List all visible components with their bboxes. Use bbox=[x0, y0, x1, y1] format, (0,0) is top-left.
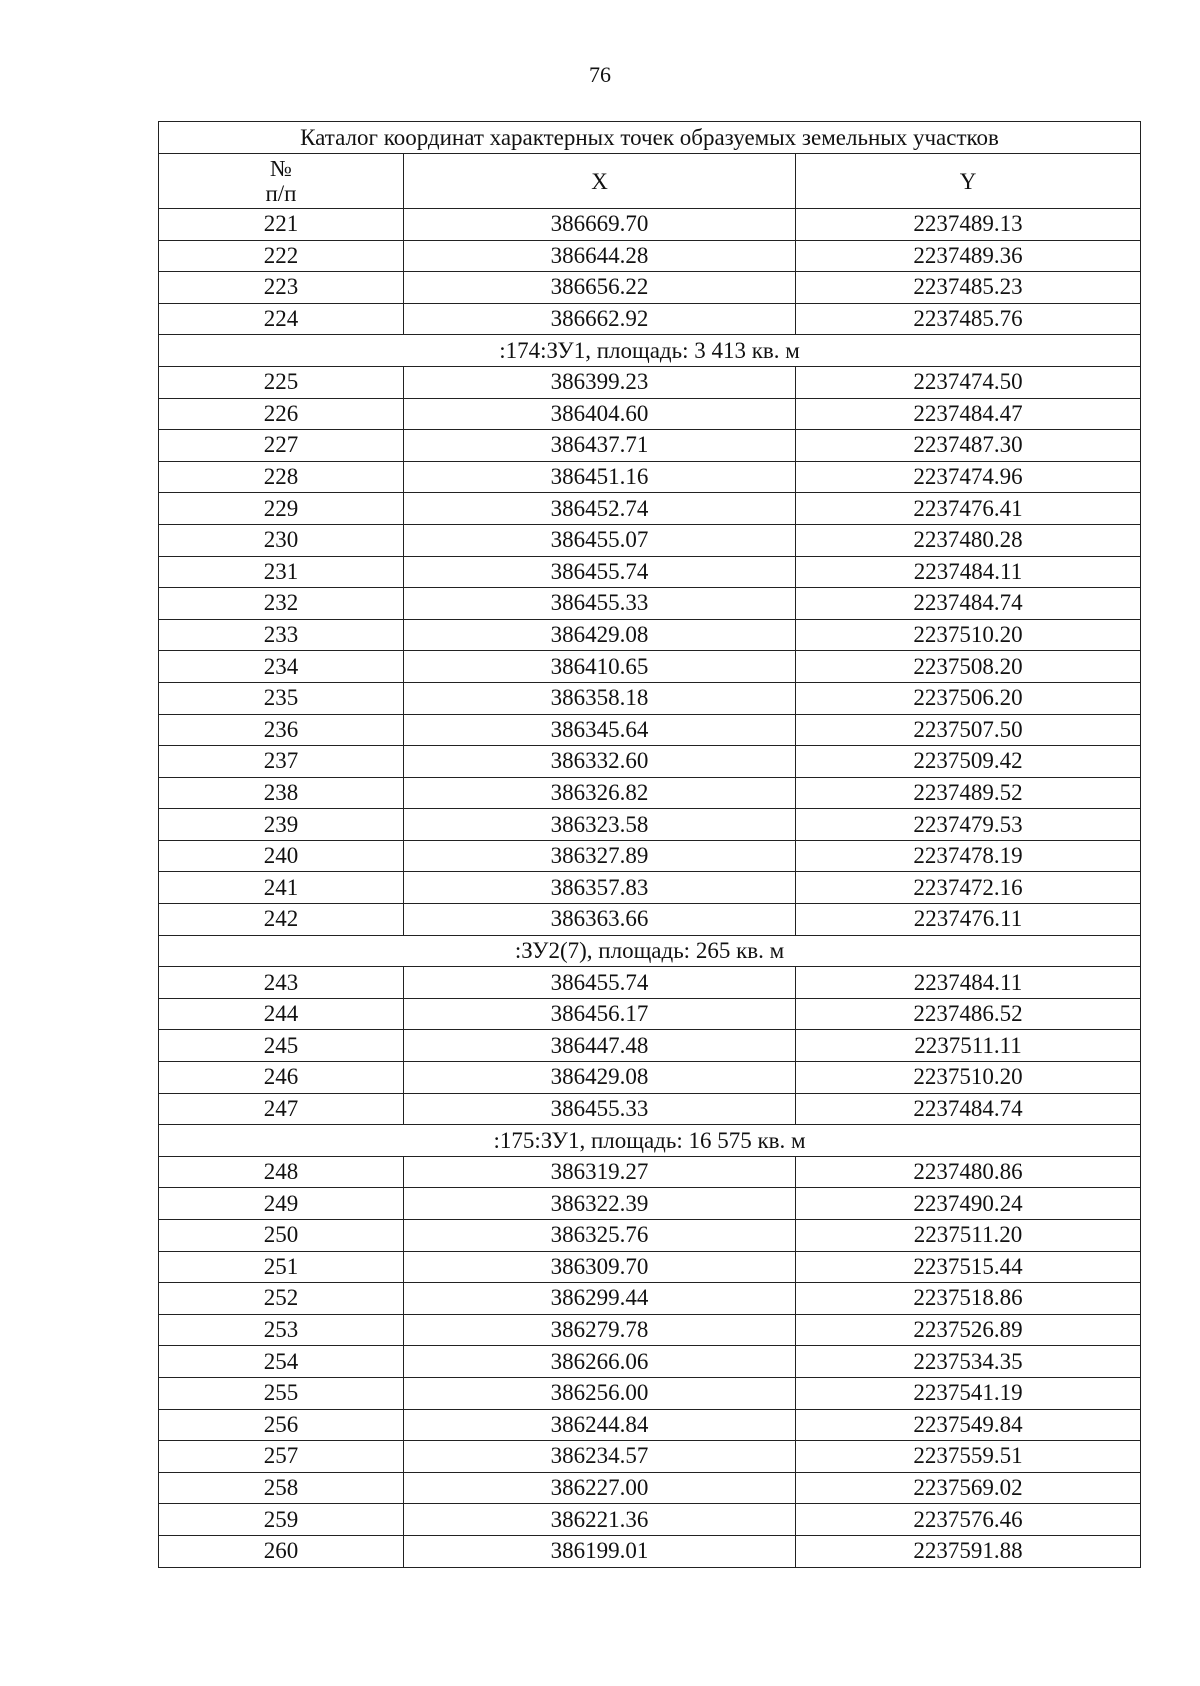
y-coordinate-cell: 2237526.89 bbox=[796, 1314, 1141, 1346]
point-number-cell: 251 bbox=[159, 1251, 404, 1283]
y-coordinate-cell: 2237511.11 bbox=[796, 1030, 1141, 1062]
point-number-cell: 243 bbox=[159, 967, 404, 999]
section-header-row bbox=[159, 1125, 1141, 1157]
table-row bbox=[159, 840, 1141, 872]
table-row bbox=[159, 1314, 1141, 1346]
x-coordinate-cell: 386455.74 bbox=[404, 556, 796, 588]
table-header-row bbox=[159, 154, 1141, 209]
y-coordinate-cell: 2237484.11 bbox=[796, 556, 1141, 588]
point-number-cell: 259 bbox=[159, 1504, 404, 1536]
coordinate-catalog-table bbox=[158, 121, 1141, 1568]
point-number-cell: 242 bbox=[159, 904, 404, 936]
x-coordinate-cell: 386256.00 bbox=[404, 1377, 796, 1409]
section-header-row bbox=[159, 935, 1141, 967]
section-label: :ЗУ2(7), площадь: 265 кв. м bbox=[159, 935, 1141, 967]
x-coordinate-cell: 386399.23 bbox=[404, 366, 796, 398]
table-row bbox=[159, 461, 1141, 493]
point-number-cell: 222 bbox=[159, 240, 404, 272]
header-num bbox=[159, 154, 404, 209]
table-row bbox=[159, 1188, 1141, 1220]
table-row bbox=[159, 651, 1141, 683]
section-label: :174:ЗУ1, площадь: 3 413 кв. м bbox=[159, 335, 1141, 367]
point-number-cell: 253 bbox=[159, 1314, 404, 1346]
page-number: 76 bbox=[589, 62, 611, 87]
y-coordinate-cell: 2237489.36 bbox=[796, 240, 1141, 272]
table-row bbox=[159, 209, 1141, 241]
point-number-cell: 252 bbox=[159, 1283, 404, 1315]
x-coordinate-cell: 386234.57 bbox=[404, 1441, 796, 1473]
y-coordinate-cell: 2237490.24 bbox=[796, 1188, 1141, 1220]
point-number-cell: 257 bbox=[159, 1441, 404, 1473]
table-row bbox=[159, 272, 1141, 304]
y-coordinate-cell: 2237510.20 bbox=[796, 1062, 1141, 1094]
y-coordinate-cell: 2237485.76 bbox=[796, 303, 1141, 335]
table-row bbox=[159, 1030, 1141, 1062]
y-coordinate-cell: 2237559.51 bbox=[796, 1441, 1141, 1473]
y-coordinate-cell: 2237506.20 bbox=[796, 682, 1141, 714]
table-row bbox=[159, 366, 1141, 398]
x-coordinate-cell: 386266.06 bbox=[404, 1346, 796, 1378]
point-number-cell: 228 bbox=[159, 461, 404, 493]
table-row bbox=[159, 809, 1141, 841]
table-row bbox=[159, 430, 1141, 462]
header-num-symbol: № bbox=[270, 156, 292, 181]
x-coordinate-cell: 386656.22 bbox=[404, 272, 796, 304]
y-coordinate-cell: 2237476.41 bbox=[796, 493, 1141, 525]
x-coordinate-cell: 386437.71 bbox=[404, 430, 796, 462]
table-row bbox=[159, 524, 1141, 556]
point-number-cell: 244 bbox=[159, 998, 404, 1030]
point-number-cell: 256 bbox=[159, 1409, 404, 1441]
x-coordinate-cell: 386455.74 bbox=[404, 967, 796, 999]
y-coordinate-cell: 2237484.11 bbox=[796, 967, 1141, 999]
y-coordinate-cell: 2237484.47 bbox=[796, 398, 1141, 430]
point-number-cell: 231 bbox=[159, 556, 404, 588]
y-coordinate-cell: 2237485.23 bbox=[796, 272, 1141, 304]
y-coordinate-cell: 2237549.84 bbox=[796, 1409, 1141, 1441]
point-number-cell: 254 bbox=[159, 1346, 404, 1378]
x-coordinate-cell: 386323.58 bbox=[404, 809, 796, 841]
x-coordinate-cell: 386358.18 bbox=[404, 682, 796, 714]
point-number-cell: 230 bbox=[159, 524, 404, 556]
table-row bbox=[159, 493, 1141, 525]
point-number-cell: 260 bbox=[159, 1535, 404, 1567]
x-coordinate-cell: 386669.70 bbox=[404, 209, 796, 241]
x-coordinate-cell: 386456.17 bbox=[404, 998, 796, 1030]
table-row bbox=[159, 746, 1141, 778]
point-number-cell: 249 bbox=[159, 1188, 404, 1220]
table-row bbox=[159, 1093, 1141, 1125]
y-coordinate-cell: 2237486.52 bbox=[796, 998, 1141, 1030]
x-coordinate-cell: 386309.70 bbox=[404, 1251, 796, 1283]
table-row bbox=[159, 967, 1141, 999]
x-coordinate-cell: 386662.92 bbox=[404, 303, 796, 335]
point-number-cell: 255 bbox=[159, 1377, 404, 1409]
x-coordinate-cell: 386326.82 bbox=[404, 777, 796, 809]
table-body bbox=[159, 122, 1141, 1568]
table-row bbox=[159, 682, 1141, 714]
table-row bbox=[159, 1346, 1141, 1378]
table-row bbox=[159, 556, 1141, 588]
point-number-cell: 246 bbox=[159, 1062, 404, 1094]
y-coordinate-cell: 2237509.42 bbox=[796, 746, 1141, 778]
x-coordinate-cell: 386244.84 bbox=[404, 1409, 796, 1441]
y-coordinate-cell: 2237479.53 bbox=[796, 809, 1141, 841]
x-coordinate-cell: 386299.44 bbox=[404, 1283, 796, 1315]
point-number-cell: 247 bbox=[159, 1093, 404, 1125]
table-row bbox=[159, 1283, 1141, 1315]
header-num-abbrev: п/п bbox=[265, 181, 297, 206]
x-coordinate-cell: 386325.76 bbox=[404, 1220, 796, 1252]
table-row bbox=[159, 904, 1141, 936]
table-row bbox=[159, 1251, 1141, 1283]
y-coordinate-cell: 2237487.30 bbox=[796, 430, 1141, 462]
header-x: X bbox=[404, 154, 796, 209]
table-row bbox=[159, 240, 1141, 272]
point-number-cell: 232 bbox=[159, 588, 404, 620]
y-coordinate-cell: 2237541.19 bbox=[796, 1377, 1141, 1409]
y-coordinate-cell: 2237534.35 bbox=[796, 1346, 1141, 1378]
x-coordinate-cell: 386429.08 bbox=[404, 619, 796, 651]
table-row bbox=[159, 1377, 1141, 1409]
table-row bbox=[159, 303, 1141, 335]
y-coordinate-cell: 2237576.46 bbox=[796, 1504, 1141, 1536]
table-row bbox=[159, 1062, 1141, 1094]
table-row bbox=[159, 1441, 1141, 1473]
point-number-cell: 248 bbox=[159, 1156, 404, 1188]
point-number-cell: 224 bbox=[159, 303, 404, 335]
table-title: Каталог координат характерных точек образуемых земельных участков bbox=[159, 122, 1141, 154]
x-coordinate-cell: 386455.07 bbox=[404, 524, 796, 556]
x-coordinate-cell: 386452.74 bbox=[404, 493, 796, 525]
table-row bbox=[159, 619, 1141, 651]
y-coordinate-cell: 2237518.86 bbox=[796, 1283, 1141, 1315]
x-coordinate-cell: 386644.28 bbox=[404, 240, 796, 272]
y-coordinate-cell: 2237489.13 bbox=[796, 209, 1141, 241]
point-number-cell: 236 bbox=[159, 714, 404, 746]
y-coordinate-cell: 2237476.11 bbox=[796, 904, 1141, 936]
point-number-cell: 239 bbox=[159, 809, 404, 841]
y-coordinate-cell: 2237569.02 bbox=[796, 1472, 1141, 1504]
point-number-cell: 238 bbox=[159, 777, 404, 809]
table-row bbox=[159, 714, 1141, 746]
y-coordinate-cell: 2237489.52 bbox=[796, 777, 1141, 809]
point-number-cell: 227 bbox=[159, 430, 404, 462]
point-number-cell: 237 bbox=[159, 746, 404, 778]
y-coordinate-cell: 2237484.74 bbox=[796, 1093, 1141, 1125]
y-coordinate-cell: 2237480.86 bbox=[796, 1156, 1141, 1188]
y-coordinate-cell: 2237484.74 bbox=[796, 588, 1141, 620]
section-label: :175:ЗУ1, площадь: 16 575 кв. м bbox=[159, 1125, 1141, 1157]
point-number-cell: 229 bbox=[159, 493, 404, 525]
y-coordinate-cell: 2237478.19 bbox=[796, 840, 1141, 872]
x-coordinate-cell: 386404.60 bbox=[404, 398, 796, 430]
y-coordinate-cell: 2237510.20 bbox=[796, 619, 1141, 651]
point-number-cell: 234 bbox=[159, 651, 404, 683]
x-coordinate-cell: 386327.89 bbox=[404, 840, 796, 872]
header-y: Y bbox=[796, 154, 1141, 209]
table-row bbox=[159, 1220, 1141, 1252]
table-row bbox=[159, 1156, 1141, 1188]
y-coordinate-cell: 2237508.20 bbox=[796, 651, 1141, 683]
point-number-cell: 245 bbox=[159, 1030, 404, 1062]
table-row bbox=[159, 777, 1141, 809]
table-row bbox=[159, 398, 1141, 430]
point-number-cell: 225 bbox=[159, 366, 404, 398]
x-coordinate-cell: 386332.60 bbox=[404, 746, 796, 778]
x-coordinate-cell: 386455.33 bbox=[404, 1093, 796, 1125]
y-coordinate-cell: 2237511.20 bbox=[796, 1220, 1141, 1252]
y-coordinate-cell: 2237474.50 bbox=[796, 366, 1141, 398]
x-coordinate-cell: 386345.64 bbox=[404, 714, 796, 746]
x-coordinate-cell: 386429.08 bbox=[404, 1062, 796, 1094]
table-row bbox=[159, 1409, 1141, 1441]
table-row bbox=[159, 1535, 1141, 1567]
table-row bbox=[159, 588, 1141, 620]
x-coordinate-cell: 386319.27 bbox=[404, 1156, 796, 1188]
x-coordinate-cell: 386357.83 bbox=[404, 872, 796, 904]
point-number-cell: 221 bbox=[159, 209, 404, 241]
x-coordinate-cell: 386221.36 bbox=[404, 1504, 796, 1536]
x-coordinate-cell: 386447.48 bbox=[404, 1030, 796, 1062]
point-number-cell: 240 bbox=[159, 840, 404, 872]
y-coordinate-cell: 2237515.44 bbox=[796, 1251, 1141, 1283]
x-coordinate-cell: 386410.65 bbox=[404, 651, 796, 683]
table-row bbox=[159, 1472, 1141, 1504]
section-header-row bbox=[159, 335, 1141, 367]
x-coordinate-cell: 386279.78 bbox=[404, 1314, 796, 1346]
y-coordinate-cell: 2237472.16 bbox=[796, 872, 1141, 904]
table-row bbox=[159, 872, 1141, 904]
x-coordinate-cell: 386363.66 bbox=[404, 904, 796, 936]
point-number-cell: 250 bbox=[159, 1220, 404, 1252]
point-number-cell: 226 bbox=[159, 398, 404, 430]
point-number-cell: 241 bbox=[159, 872, 404, 904]
table-row bbox=[159, 998, 1141, 1030]
y-coordinate-cell: 2237507.50 bbox=[796, 714, 1141, 746]
x-coordinate-cell: 386199.01 bbox=[404, 1535, 796, 1567]
table-title-row bbox=[159, 122, 1141, 154]
point-number-cell: 258 bbox=[159, 1472, 404, 1504]
y-coordinate-cell: 2237474.96 bbox=[796, 461, 1141, 493]
y-coordinate-cell: 2237591.88 bbox=[796, 1535, 1141, 1567]
x-coordinate-cell: 386451.16 bbox=[404, 461, 796, 493]
point-number-cell: 223 bbox=[159, 272, 404, 304]
x-coordinate-cell: 386227.00 bbox=[404, 1472, 796, 1504]
table-row bbox=[159, 1504, 1141, 1536]
y-coordinate-cell: 2237480.28 bbox=[796, 524, 1141, 556]
x-coordinate-cell: 386455.33 bbox=[404, 588, 796, 620]
point-number-cell: 235 bbox=[159, 682, 404, 714]
x-coordinate-cell: 386322.39 bbox=[404, 1188, 796, 1220]
point-number-cell: 233 bbox=[159, 619, 404, 651]
